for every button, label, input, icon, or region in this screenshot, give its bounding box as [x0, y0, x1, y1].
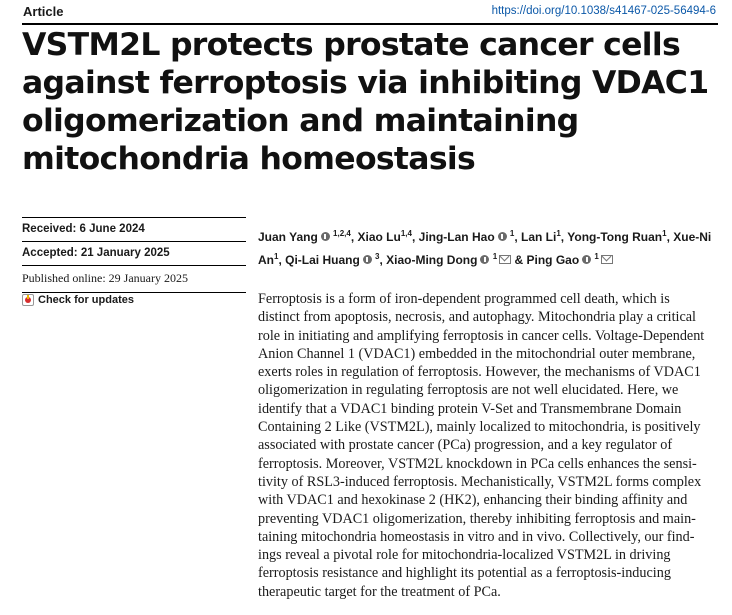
orcid-icon[interactable]	[582, 255, 591, 264]
affiliation-marker: 1	[556, 229, 561, 238]
title-line: VSTM2L protects prostate cancer cells	[22, 27, 680, 63]
affiliation-marker: 3	[372, 252, 380, 261]
abstract-line: with VDAC1 and hexokinase 2 (HK2), enhancing their binding affinity and	[258, 492, 688, 509]
received-date	[22, 218, 246, 241]
author-name[interactable]: Jing-Lan Hao	[418, 230, 495, 244]
abstract-line: ferroptosis. Moreover, VSTM2L knockdown in PCa cells enhances the sensi-	[258, 455, 697, 472]
author-name[interactable]: Juan Yang	[258, 230, 318, 244]
abstract	[258, 290, 724, 601]
abstract-line: exerts roles in regulation of ferroptosis. However, the mechanisms of VDAC1	[258, 364, 701, 381]
accepted-value: 21 January 2025	[80, 247, 170, 259]
author-entry	[258, 230, 351, 244]
author-entry	[521, 230, 561, 244]
abstract-line: Anion Channel 1 (VDAC1) embedded in the mitochondrial outer membrane,	[258, 345, 696, 362]
article-type-label: Article	[23, 4, 64, 19]
received-label: Received:	[22, 223, 77, 235]
author-name[interactable]: Xue-Ni An	[258, 230, 712, 267]
affiliation-marker: 1	[592, 252, 599, 261]
affiliation-marker: 1	[490, 252, 498, 261]
received-value: 6 June 2024	[79, 223, 145, 235]
author-entry	[526, 253, 612, 267]
article-dates-panel	[22, 217, 246, 311]
check-for-updates-button[interactable]	[22, 294, 134, 306]
title-line: mitochondria homeostasis	[22, 141, 476, 177]
email-icon[interactable]	[601, 255, 613, 264]
author-entry	[386, 253, 511, 267]
author-name[interactable]: Xiao Lu	[357, 230, 401, 244]
author-name[interactable]: Yong-Tong Ruan	[567, 230, 663, 244]
check-for-updates-label: Check for updates	[38, 294, 134, 306]
author-name[interactable]: Qi-Lai Huang	[285, 253, 360, 267]
abstract-line: ferroptosis resistance and highlight its potential as a ferroptosis-inducing	[258, 565, 671, 582]
title-line: oligomerization and maintaining	[22, 103, 579, 139]
affiliation-marker: 1,4	[400, 229, 412, 238]
header-rule	[22, 23, 718, 25]
abstract-line: preventing VDAC1 oligomerization, thereby inhibiting ferroptosis and main-	[258, 510, 696, 527]
abstract-line: taining mitochondria homeostasis in vitro and in vivo. Collectively, our find-	[258, 528, 695, 545]
abstract-line: identify that a VDAC1 binding protein V-Set and Transmembrane Domain	[258, 400, 682, 417]
article-title	[22, 26, 722, 178]
orcid-icon[interactable]	[321, 232, 330, 241]
affiliation-marker: 1	[507, 229, 515, 238]
abstract-line: distinct from apoptosis, necrosis, and autophagy. Mitochondria play a critical	[258, 309, 696, 326]
affiliation-marker: 1	[662, 229, 667, 238]
author-entry	[419, 230, 515, 244]
abstract-line: tivity of RSL3-induced ferroptosis. Mechanistically, VSTM2L forms complex	[258, 473, 702, 490]
abstract-line: associated with prostate cancer (PCa) progression, and a key regulator of	[258, 437, 673, 454]
abstract-line: Ferroptosis is a form of iron-dependent programmed cell death, which is	[258, 291, 670, 307]
author-name[interactable]: Xiao-Ming Dong	[386, 253, 478, 267]
abstract-line: oligomerization in regulating ferroptosis are not well elucidated. Here, we	[258, 382, 679, 399]
author-entry	[358, 230, 412, 244]
author-name[interactable]: Ping Gao	[526, 253, 580, 267]
orcid-icon[interactable]	[498, 232, 507, 241]
author-entry	[285, 253, 379, 267]
email-icon[interactable]	[499, 255, 511, 264]
abstract-line: role in initiating and amplifying ferroptosis in cancer cells. Voltage-Dependent	[258, 327, 705, 344]
title-line: against ferroptosis via inhibiting VDAC1	[22, 65, 709, 101]
check-for-updates-icon	[22, 294, 34, 306]
divider	[22, 292, 246, 293]
accepted-label: Accepted:	[22, 247, 78, 259]
affiliation-marker: 1	[274, 252, 279, 261]
abstract-line: ings reveal a pivotal role for mitochondria-localized VSTM2L in driving	[258, 547, 671, 564]
author-ampersand: &	[514, 253, 527, 267]
doi-link[interactable]: https://doi.org/10.1038/s41467-025-56494-6	[491, 5, 716, 17]
abstract-line: Containing 2 Like (VSTM2L), mainly localized to mitochondria, is positively	[258, 419, 701, 436]
affiliation-marker: 1,2,4	[330, 229, 351, 238]
abstract-line: therapeutic target for the treatment of PCa.	[258, 583, 501, 600]
author-name[interactable]: Lan Li	[521, 230, 557, 244]
author-list: Juan Yang $^{1,2,4}$, Xiao Lu$^{1,4}$, Jing-Lan Hao $^1$, Lan Li$^1$, Yong-Tong Ruan$^1$, Xue-Ni An$^1$, Qi-Lai Huang $^3$, Xiao-Ming Dong $^1$ & Ping Gao $^1$	[258, 229, 712, 267]
accepted-date	[22, 242, 246, 265]
author-entry	[567, 230, 666, 244]
orcid-icon[interactable]	[363, 255, 372, 264]
orcid-icon[interactable]	[480, 255, 489, 264]
published-date: Published online: 29 January 2025	[22, 271, 188, 285]
